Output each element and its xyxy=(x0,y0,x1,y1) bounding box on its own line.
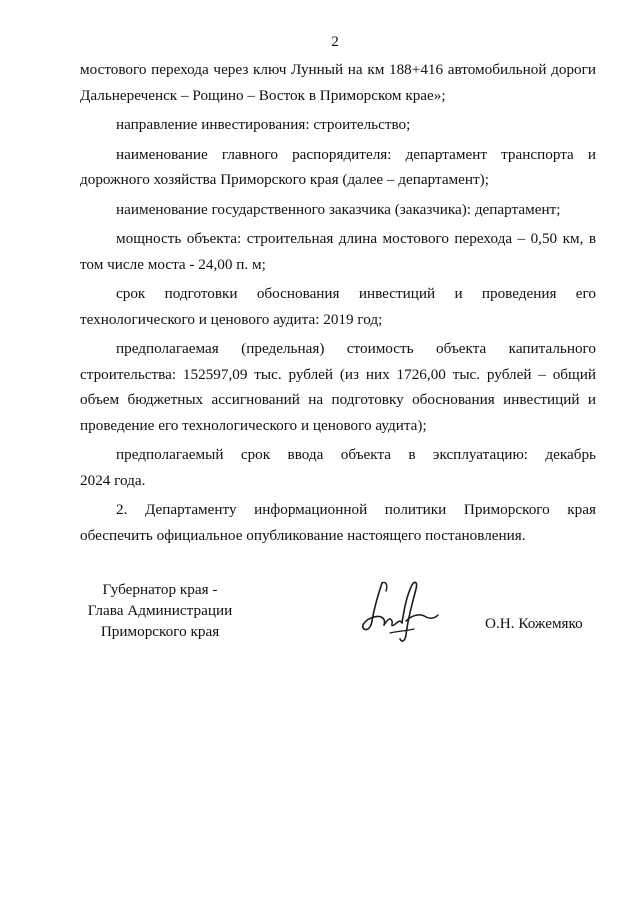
paragraph-investment-direction xyxy=(80,112,596,138)
text-line: технологического и ценового аудита: 2019 год; xyxy=(80,310,383,328)
paragraph-publication-order xyxy=(80,497,596,548)
signatory-title-line: Приморского края xyxy=(100,623,220,640)
signatory-title-line: Губернатор края - xyxy=(102,581,218,598)
text-line: мостового перехода через ключ Лунный на км 188+416 автомобильной дороги xyxy=(80,61,596,78)
text-line: наименование главного распорядителя: департамент транспорта и xyxy=(116,145,596,163)
signatory-name: О.Н. Кожемяко xyxy=(485,615,583,632)
signature-block xyxy=(0,575,640,655)
page-number: 2 xyxy=(331,33,339,50)
signatory-title xyxy=(80,579,240,642)
handwritten-signature xyxy=(360,575,440,645)
text-line: предполагаемый срок ввода объекта в эксплуатацию: декабрь xyxy=(116,446,596,463)
paragraph-object-capacity xyxy=(80,226,596,277)
text-line: обеспечить официальное опубликование настоящего постановления. xyxy=(80,526,526,544)
text-line: дорожного хозяйства Приморского края (далее – департамент); xyxy=(80,171,489,188)
text-line: объем бюджетных ассигнований на подготовку обоснования инвестиций и xyxy=(80,391,596,408)
paragraph-object-name-continuation xyxy=(80,57,596,108)
paragraph-estimated-cost xyxy=(80,336,596,438)
text-line: предполагаемая (предельная) стоимость объекта капитального xyxy=(116,340,596,357)
text-line: мощность объекта: строительная длина мостового перехода – 0,50 км, в xyxy=(116,230,596,247)
paragraph-preparation-deadline xyxy=(80,281,596,332)
paragraph-main-manager xyxy=(80,142,596,193)
text-line: том числе моста - 24,00 п. м; xyxy=(80,255,266,273)
text-line: наименование государственного заказчика (заказчика): департамент; xyxy=(116,200,561,218)
text-line: 2024 года. xyxy=(80,471,146,489)
paragraph-commissioning-date xyxy=(80,442,596,493)
text-line: срок подготовки обоснования инвестиций и проведения его xyxy=(116,285,596,302)
document-body xyxy=(80,57,596,552)
text-line: 2. Департаменту информационной политики Приморского края xyxy=(116,501,596,518)
text-line: строительства: 152597,09 тыс. рублей (из них 1726,00 тыс. рублей – общий xyxy=(80,365,596,383)
text-line: направление инвестирования: строительство; xyxy=(116,116,411,133)
text-line: Дальнереченск – Рощино – Восток в Приморском крае»; xyxy=(80,86,446,104)
paragraph-state-customer xyxy=(80,197,596,223)
text-line: проведение его технологического и ценового аудита); xyxy=(80,416,427,434)
signatory-title-line: Глава Администрации xyxy=(87,602,233,619)
